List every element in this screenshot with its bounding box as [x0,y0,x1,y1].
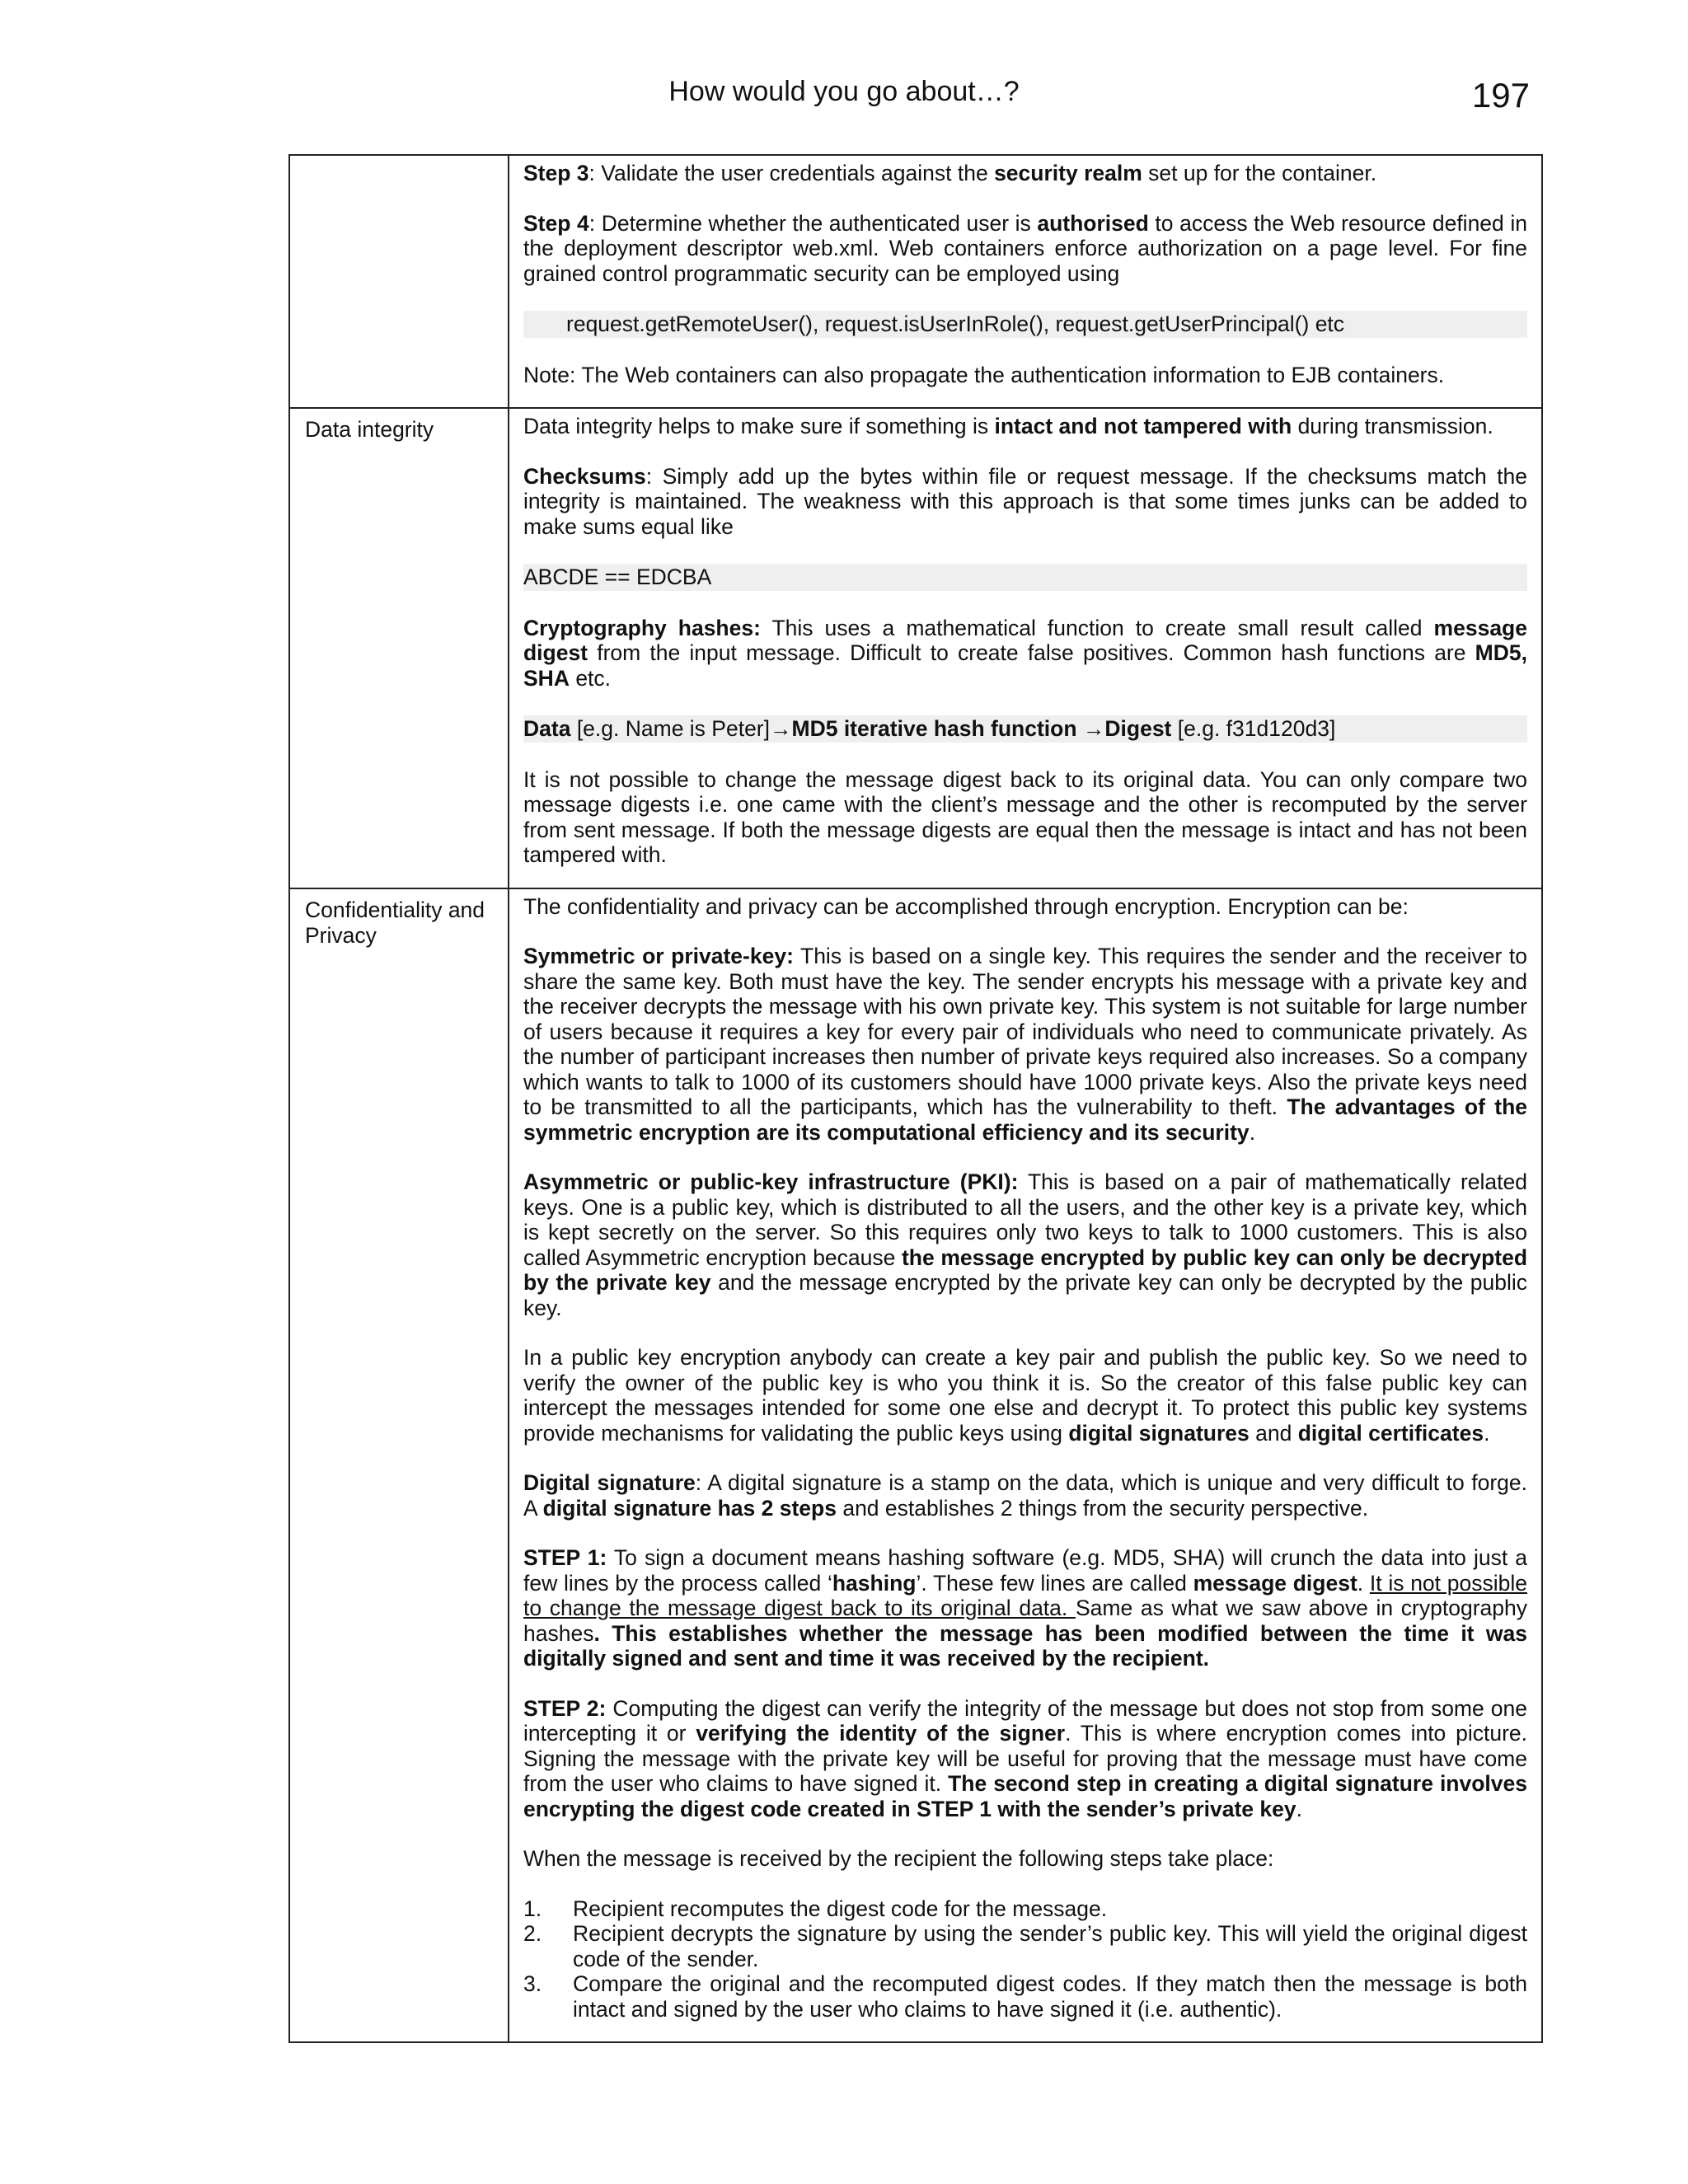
symmetric-paragraph: Symmetric or private-key: This is based on a single key. This requires the sender and the receiver to share the same key. Both must have the key. The sender encrypts his message with a private key and the receiver decrypts the message with his own private key. This system is not suitable for large number of users because it requires a key for every pair of individuals who need to communicate privately. As the number of participant increases then number of private keys required also increases. So a company which wants to talk to 1000 of its customers should have 1000 private keys. Also the private keys need to be transmitted to all the participants, which has the vulnerability to theft. The advantages of the symmetric encryption are its computational efficiency and its security. [523,944,1527,1145]
list-item: 1. Recipient recomputes the digest code for the message. [523,1896,1108,1921]
row-content [509,888,1542,2043]
list-item: 2. Recipient decrypts the signature by using the sender’s public key. This will yield the original digest code of the sender. [523,1921,1527,1971]
integrity-outro: It is not possible to change the message digest back to its original data. You can only compare two message digests i.e. one came with the client’s message and the other is recomputed by the server from sent message. If both the message digests are equal then the message is intact and has not been tampered with. [523,766,1527,867]
step2-paragraph: STEP 2: Computing the digest can verify the integrity of the message but does not stop from some one intercepting it or verifying the identity of the signer. This is where encryption comes into picture. Signing the message with the private key will be useful for proving that the message must have come from the user who claims to have signed it. The second step in creating a digital signature involves encrypting the digest code created in STEP 1 with the sender’s private key. [523,1695,1528,1821]
step1-paragraph: STEP 1: To sign a document means hashing software (e.g. MD5, SHA) will crunch the data into just a few lines by the process called ‘hashing’. These few lines are called message digest. It is not possible to change the message digest back to its original data. Same as what we saw above in cryptography hashes. This establishes whether the message has been modified between the time it was digitally signed and sent and time it was received by the recipient. [523,1545,1527,1671]
row-label: Data integrity [289,408,509,888]
list-item: 3. Compare the original and the recomputed digest codes. If they match then the message is both intact and signed by the user who claims to have signed it (i.e. authentic). [523,1971,1527,2022]
recipient-steps-list [523,1896,1527,2022]
hash-example: Data [e.g. Name is Peter]→MD5 iterative hash function →Digest [e.g. f31d120d3] [523,715,1527,743]
confidentiality-intro: The confidentiality and privacy can be accomplished through encryption. Encryption can be: [523,893,1409,919]
integrity-intro: Data integrity helps to make sure if something is intact and not tampered with during transmission. [523,414,1493,438]
code-snippet: request.getRemoteUser(), request.isUserInRole(), request.getUserPrincipal() etc [523,311,1527,338]
page-number: 197 [1471,76,1530,115]
row-label: Confidentiality and Privacy [289,888,509,2043]
note-paragraph: Note: The Web containers can also propagate the authentication information to EJB containers. [523,362,1445,387]
row-content [509,408,1542,888]
digital-signature-paragraph: Digital signature: A digital signature is a stamp on the data, which is unique and very difficult to forge. A digital signature has 2 steps and establishes 2 things from the security perspective. [523,1470,1527,1521]
table-row [289,408,1542,888]
step3-paragraph: Step 3: Validate the user credentials against the security realm set up for the container. [523,161,1377,185]
hashes-paragraph: Cryptography hashes: This uses a mathematical function to create small result called message digest from the input message. Difficult to create false positives. Common hash functions are MD5, SHA etc. [523,615,1527,691]
table-row [289,888,1542,2043]
table-row [289,155,1542,408]
asymmetric-paragraph: Asymmetric or public-key infrastructure (PKI): This is based on a pair of mathematically related keys. One is a public key, which is distributed to all the users, and the other key is a private key, which is kept secretly on the server. So this requires only two keys to talk to 1000 customers. This is also called Asymmetric encryption because the message encrypted by public key can only be decrypted by the private key and the message encrypted by the private key can only be decrypted by the public key. [523,1169,1528,1320]
checksums-paragraph: Checksums: Simply add up the bytes within file or request message. If the checksums match the integrity is maintained. The weakness with this approach is that some times junks can be added to make sums equal like [523,463,1527,539]
row-label [289,155,509,408]
checksum-example: ABCDE == EDCBA [523,564,1527,591]
row-content [509,155,1542,408]
page-header-title: How would you go about…? [668,76,1020,107]
security-table [288,154,1543,2043]
step4-paragraph: Step 4: Determine whether the authenticated user is authorised to access the Web resource defined in the deployment descriptor web.xml. Web containers enforce authorization on a page level. For fine grained control programmatic security can be employed using [523,210,1527,286]
recipient-intro: When the message is received by the recipient the following steps take place: [523,1846,1274,1871]
public-key-paragraph: In a public key encryption anybody can create a key pair and publish the public key. So we need to verify the owner of the public key is who you think it is. So the creator of this false public key can intercept the messages intended for some one else and decrypt it. To protect this public key systems provide mechanisms for validating the public keys using digital signatures and digital certificates. [523,1345,1527,1446]
